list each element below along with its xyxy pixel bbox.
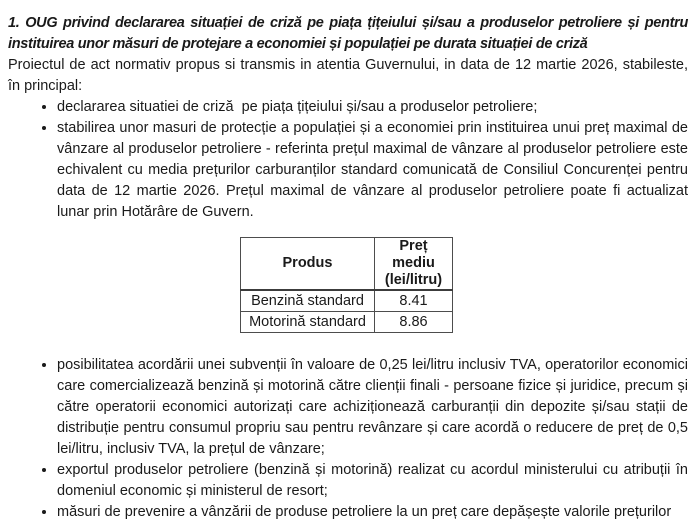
bullet-item-subsidy: • posibilitatea acordării unei subvenții în valoare de 0,25 lei/litru inclusiv TVA, operatorilor economici care comercializează benzină și motorină către clienții finali - persoane fizice și juridice, precum și către operatorii economici autorizați care achiziționează carburanții din depozite și/sau stații de distribuție pentru consumul propriu sau pentru revânzare și care acordă o reducere de preț de 0,5 lei/litru, inclusiv TVA, la prețul de vânzare; (57, 355, 688, 460)
bullet-item-export: • exportul produselor petroliere (benzină și motorină) realizat cu acordul ministerului cu atribuții în domeniul economic și ministerul de resort; (57, 460, 688, 502)
bullet-list-top (8, 97, 693, 223)
table-header-product: Produs (241, 238, 375, 291)
bullet-list-bottom (8, 355, 693, 523)
intro-paragraph: Proiectul de act normativ propus si transmis in atentia Guvernului, in data de 12 martie 2026, stabileste, în principal: (8, 57, 688, 94)
table-cell-price: 8.86 (375, 312, 453, 333)
bullet-item-max-price: • stabilirea unor masuri de protecție a populației și a economiei prin instituirea unui preț maximal de vânzare al produselor petroliere - referinta prețul maximal de vânzare al produselor petroliere este echivalent cu media prețurilor carburanților standard comunicată de Consiliul Concurenței pentru data de 12 martie 2026. Prețul maximal de vânzare al produselor petroliere poate fi actualizat lunar prin Hotărâre de Guvern. (57, 118, 688, 223)
price-table (240, 237, 453, 333)
price-table-container (240, 237, 688, 333)
document-title: 1. OUG privind declararea situației de criză pe piața țițeiului și/sau a produselor petroliere și pentru instituirea unor măsuri de protejare a economiei și populației pe durata situației de criză (8, 15, 688, 52)
table-row (241, 290, 453, 312)
table-cell-price: 8.41 (375, 290, 453, 312)
table-row (241, 312, 453, 333)
bullet-item-crisis-declaration: • declararea situatiei de criză pe piața țițeiului și/sau a produselor petroliere; (57, 97, 688, 118)
table-cell-product: Benzină standard (241, 290, 375, 312)
table-header-price: Preț mediu (lei/litru) (375, 238, 453, 291)
table-cell-product: Motorină standard (241, 312, 375, 333)
bullet-item-prevention: • măsuri de prevenire a vânzării de produse petroliere la un preț care depășește valorile prețurilor (57, 502, 688, 523)
table-header-row (241, 238, 453, 291)
